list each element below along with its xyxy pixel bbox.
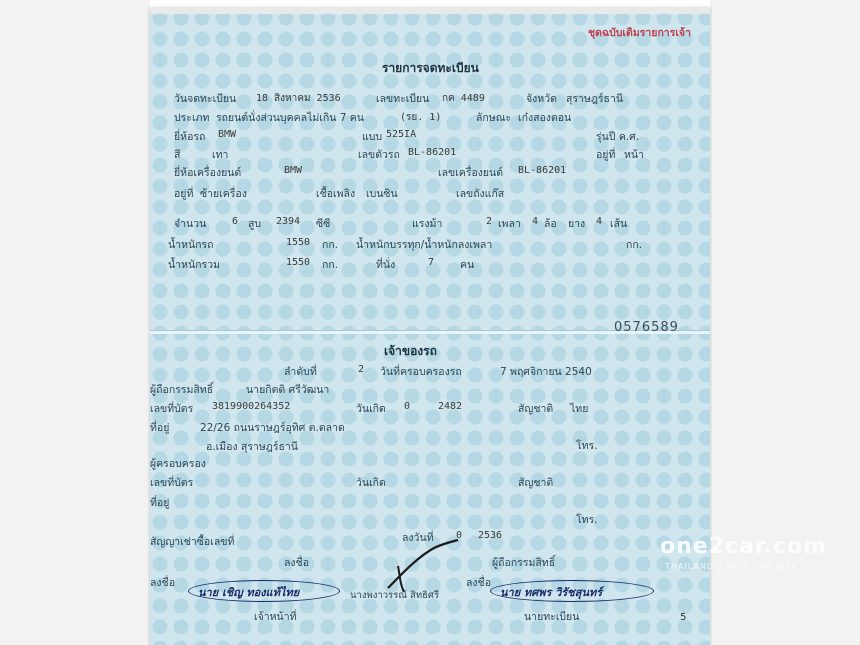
page-number: 5 <box>680 612 687 623</box>
style-label: ลักษณะ <box>476 112 512 124</box>
engine-no-label: เลขเครื่องยนต์ <box>438 167 504 179</box>
watermark-logo: one2car.com <box>660 534 828 559</box>
id-label: เลขที่บัตร <box>150 403 194 415</box>
hire-date-label: ลงวันที่ <box>402 532 434 544</box>
registrar-signature: นาย ทศพร วิรัชสุนทร์ <box>500 586 603 599</box>
cylinder-label: จำนวน <box>174 218 207 230</box>
chassis-loc-label: อยู่ที่ <box>596 149 616 161</box>
tel-label: โทร. <box>576 440 598 452</box>
holder-nation-label: สัญชาติ <box>518 477 554 489</box>
brand-label: ยี่ห้อรถ <box>174 131 206 143</box>
owner-label: ผู้ถือกรรมสิทธิ์ <box>150 384 214 396</box>
seat-value: 7 <box>428 257 435 268</box>
weight-unit: กก. <box>322 239 339 251</box>
color-value: เทา <box>212 149 229 161</box>
hire-purchase-label: สัญญาเช่าซื้อเลขที่ <box>150 536 235 548</box>
hp-label: แรงม้า <box>412 218 443 230</box>
gross-weight-value: 1550 <box>286 257 311 268</box>
cc-value: 2394 <box>276 216 301 227</box>
possess-date-label: วันที่ครอบครองรถ <box>380 366 462 378</box>
fuel-value: เบนซิน <box>366 188 398 200</box>
sign3-label: ลงชื่อ <box>466 577 491 589</box>
type-label: ประเภท <box>174 112 210 124</box>
tire-label: ยาง <box>568 218 586 230</box>
document-title: รายการจดทะเบียน <box>382 61 479 75</box>
reg-date-value: 18 สิงหาคม 2536 <box>256 93 341 104</box>
owner-sign-label: ผู้ถือกรรมสิทธิ์ <box>492 557 556 569</box>
load-label: น้ำหนักบรรทุก/น้ำหนักลงเพลา <box>356 239 493 251</box>
axle-value: 2 <box>486 216 493 227</box>
serial-number: 0576589 <box>614 320 679 335</box>
paper-top-edge <box>150 8 710 14</box>
watermark-tagline: THAILAND'S No.1 CAR SITE <box>665 562 798 571</box>
type-code-value: (รย. 1) <box>400 112 442 123</box>
load-unit: กก. <box>626 239 643 251</box>
style-value: เก๋งสองตอน <box>518 112 572 124</box>
weight-value: 1550 <box>286 237 311 248</box>
cc-unit: ซีซี <box>316 218 331 230</box>
wheel-label: ล้อ <box>544 218 557 230</box>
brand-value: BMW <box>218 129 237 140</box>
owner-section-title: เจ้าของรถ <box>384 344 437 358</box>
registration-document <box>150 8 710 645</box>
province-label: จังหวัด <box>526 93 557 105</box>
tire-unit: เส้น <box>610 218 628 230</box>
order-value: 2 <box>358 364 365 375</box>
engine-loc-value: ซ้ายเครื่อง <box>200 188 247 200</box>
chassis-value: BL-86201 <box>408 147 457 158</box>
gross-weight-label: น้ำหนักรวม <box>168 259 220 271</box>
order-label: ลำดับที่ <box>284 366 317 378</box>
stamp-text: ชุดฉบับเดิมรายการเจ้า <box>588 27 691 39</box>
nation-label: สัญชาติ <box>518 403 554 415</box>
model-label: แบบ <box>362 131 383 143</box>
reg-no-value: กค 4489 <box>442 93 485 104</box>
tire-value: 4 <box>596 216 603 227</box>
officer-signature: นาย เชิญ ทองแท้ไทย <box>198 586 300 599</box>
cylinder-unit: สูบ <box>248 218 262 230</box>
holder-birth-label: วันเกิด <box>356 477 386 489</box>
birth-year-value: 2482 <box>438 401 463 412</box>
hire-date-day: 0 <box>456 530 463 541</box>
holder-address-label: ที่อยู่ <box>150 497 170 509</box>
type-value: รถยนต์นั่งส่วนบุคคลไม่เกิน 7 คน <box>216 112 364 124</box>
engine-loc-label: อยู่ที่ <box>174 188 194 200</box>
seat-unit: คน <box>460 259 475 271</box>
id-value: 3819900264352 <box>212 401 291 412</box>
reg-no-label: เลขทะเบียน <box>376 93 430 105</box>
nation-value: ไทย <box>570 403 589 415</box>
fuel-label: เชื้อเพลิง <box>316 188 356 200</box>
address-line1: 22/26 ถนนราษฎร์อุทิศ ต.ตลาด <box>200 422 345 434</box>
cylinder-value: 6 <box>232 216 239 227</box>
gross-weight-unit: กก. <box>322 259 339 271</box>
axle-label: เพลา <box>498 218 521 230</box>
engine-brand-label: ยี่ห้อเครื่องยนต์ <box>174 167 242 179</box>
officer-printed-name: นางพงาวรรณ์ สิทธิศรี <box>350 590 440 601</box>
color-label: สี <box>174 149 181 161</box>
model-value: 525IA <box>386 129 417 140</box>
chassis-loc-value: หน้า <box>624 149 644 161</box>
officer-title: เจ้าหน้าที่ <box>254 611 297 623</box>
reg-date-label: วันจดทะเบียน <box>174 93 237 105</box>
birth-day-value: 0 <box>404 401 411 412</box>
registrar-title: นายทะเบียน <box>524 611 580 623</box>
province-value: สุราษฎร์ธานี <box>566 93 624 105</box>
holder-tel-label: โทร. <box>576 514 598 526</box>
year-label: รุ่นปี ค.ศ. <box>596 131 640 143</box>
holder-label: ผู้ครอบครอง <box>150 458 206 470</box>
wheel-value: 4 <box>532 216 539 227</box>
handwritten-scribble <box>380 536 480 596</box>
left-background <box>0 0 150 645</box>
weight-label: น้ำหนักรถ <box>168 239 214 251</box>
tank-label: เลขถังแก๊ส <box>456 188 505 200</box>
birth-label: วันเกิด <box>356 403 386 415</box>
engine-brand-value: BMW <box>284 165 303 176</box>
holder-id-label: เลขที่บัตร <box>150 477 194 489</box>
sign1-label: ลงชื่อ <box>284 557 309 569</box>
hire-date-year: 2536 <box>478 530 503 541</box>
address-label: ที่อยู่ <box>150 422 170 434</box>
engine-no-value: BL-86201 <box>518 165 567 176</box>
possess-date-value: 7 พฤศจิกายน 2540 <box>500 366 592 378</box>
address-line2: อ.เมือง สุราษฎร์ธานี <box>206 441 298 453</box>
sign2-label: ลงชื่อ <box>150 577 175 589</box>
seat-label: ที่นั่ง <box>376 259 396 271</box>
owner-value: นายกิตติ ศรีวัฒนา <box>246 384 330 396</box>
chassis-label: เลขตัวรถ <box>358 149 400 161</box>
